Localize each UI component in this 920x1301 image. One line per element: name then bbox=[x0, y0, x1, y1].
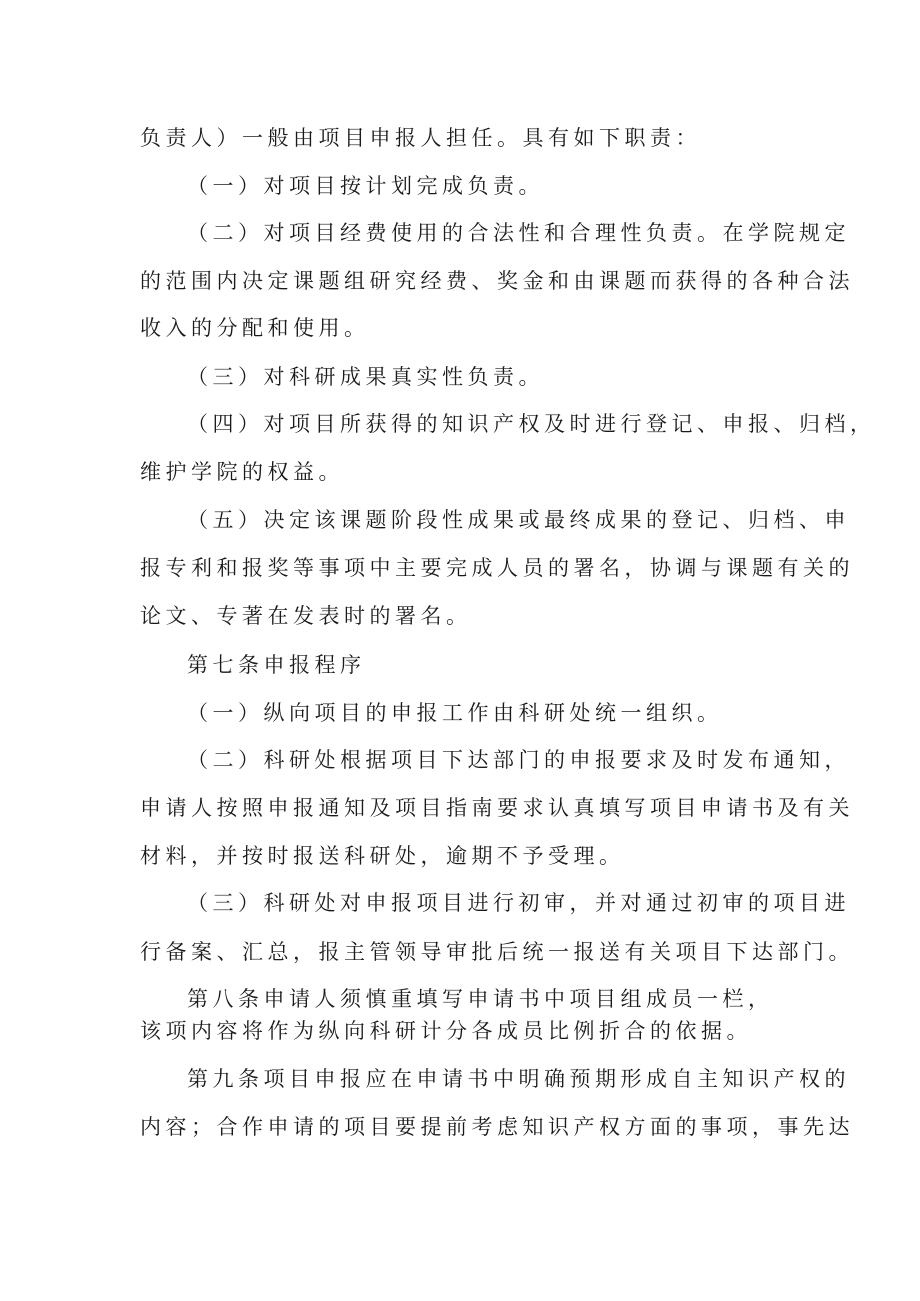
text-line: 第八条申请人须慎重填写申请书中项目组成员一栏， bbox=[187, 987, 774, 1011]
text-line: 的范围内决定课题组研究经费、奖金和由课题而获得的各种合法 bbox=[140, 269, 854, 293]
text-line: （三）对科研成果真实性负责。 bbox=[187, 365, 544, 389]
section-heading: 第七条申报程序 bbox=[187, 653, 366, 677]
text-line: 收入的分配和使用。 bbox=[140, 316, 370, 340]
text-line: 申请人按照申报通知及项目指南要求认真填写项目申请书及有关 bbox=[140, 796, 854, 820]
text-line: 报专利和报奖等事项中主要完成人员的署名，协调与课题有关的 bbox=[140, 556, 854, 580]
text-line: （二）对项目经费使用的合法性和合理性负责。在学院规定 bbox=[187, 221, 850, 245]
text-line: 维护学院的权益。 bbox=[140, 460, 344, 484]
text-line: （五）决定该课题阶段性成果或最终成果的登记、归档、申 bbox=[187, 508, 850, 532]
text-line: 材料，并按时报送科研处，逾期不予受理。 bbox=[140, 844, 625, 868]
text-line: 负责人）一般由项目申报人担任。具有如下职责： bbox=[140, 126, 701, 150]
text-line: 论文、专著在发表时的署名。 bbox=[140, 604, 472, 628]
text-line: （一）纵向项目的申报工作由科研处统一组织。 bbox=[187, 701, 723, 725]
text-line: 该项内容将作为纵向科研计分各成员比例折合的依据。 bbox=[140, 1019, 752, 1043]
text-line: 行备案、汇总，报主管领导审批后统一报送有关项目下达部门。 bbox=[140, 940, 854, 964]
text-line: （二）科研处根据项目下达部门的申报要求及时发布通知， bbox=[187, 748, 850, 772]
text-line: 第九条项目申报应在申请书中明确预期形成自主知识产权的 bbox=[187, 1067, 850, 1091]
text-line: （三）科研处对申报项目进行初审，并对通过初审的项目进 bbox=[187, 891, 850, 915]
text-line: （一）对项目按计划完成负责。 bbox=[187, 174, 544, 198]
text-line: 内容；合作申请的项目要提前考虑知识产权方面的事项，事先达 bbox=[140, 1115, 854, 1139]
text-line: （四）对项目所获得的知识产权及时进行登记、申报、归档， bbox=[187, 412, 876, 436]
